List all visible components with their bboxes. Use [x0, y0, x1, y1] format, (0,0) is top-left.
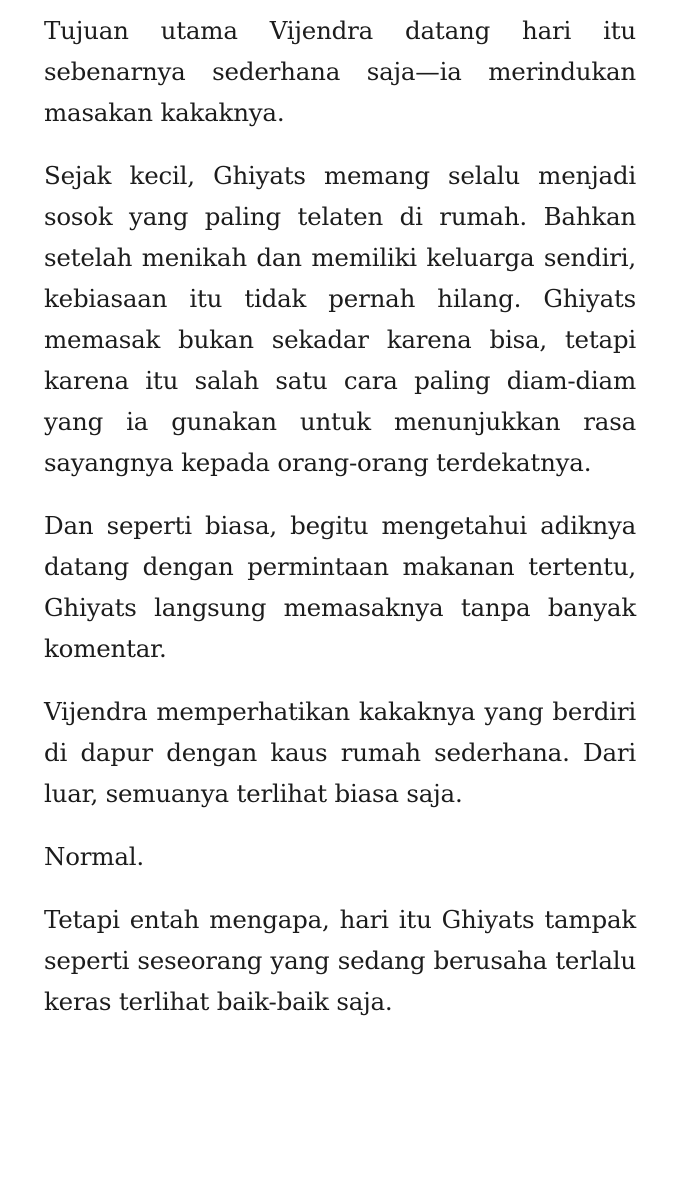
reading-page	[44, 10, 636, 1044]
paragraph: Vijendra memperhatikan kakaknya yang berdiri di dapur dengan kaus rumah sederhana. Dari luar, semuanya terlihat biasa saja.	[44, 697, 636, 808]
paragraph: Dan seperti biasa, begitu mengetahui adiknya datang dengan permintaan makanan tertentu, Ghiyats langsung memasaknya tanpa banyak komentar.	[44, 511, 636, 663]
paragraph: Tujuan utama Vijendra datang hari itu sebenarnya sederhana saja—ia merindukan masakan kakaknya.	[44, 16, 636, 127]
paragraph: Normal.	[44, 842, 144, 871]
paragraph: Sejak kecil, Ghiyats memang selalu menjadi sosok yang paling telaten di rumah. Bahkan setelah menikah dan memiliki keluarga sendiri, kebiasaan itu tidak pernah hilang. Ghiyats memasak bukan sekadar karena bisa, tetapi karena itu salah satu cara paling diam-diam yang ia gunakan untuk menunjukkan rasa sayangnya kepada orang-orang terdekatnya.	[44, 161, 636, 477]
paragraph: Tetapi entah mengapa, hari itu Ghiyats tampak seperti seseorang yang sedang berusaha terlalu keras terlihat baik-baik saja.	[44, 905, 636, 1016]
